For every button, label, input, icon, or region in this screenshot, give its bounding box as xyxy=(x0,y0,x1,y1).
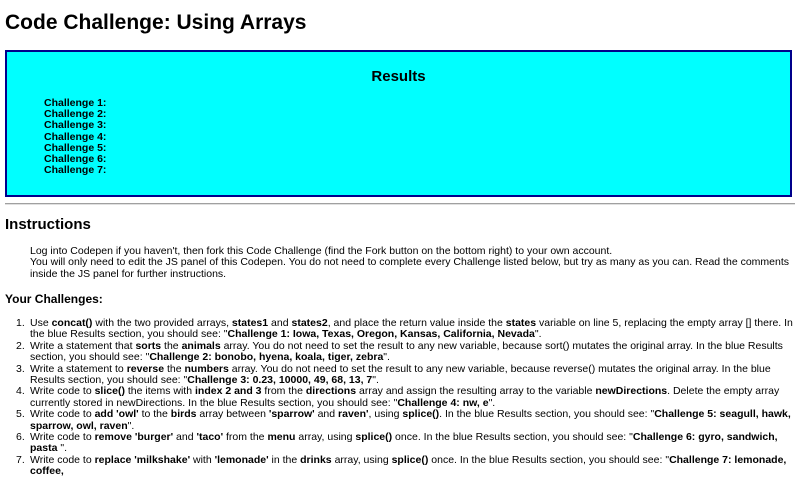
challenge-text: , and place the return value inside the xyxy=(327,317,506,329)
challenge-item-5 xyxy=(16,408,798,432)
challenge-item-7 xyxy=(16,453,798,478)
results-panel xyxy=(5,50,792,197)
challenge-item-2 xyxy=(16,339,798,364)
page-title: Code Challenge: Using Arrays xyxy=(5,11,307,34)
results-list xyxy=(44,98,106,176)
challenge-text: in the xyxy=(268,453,301,466)
challenge-text: array, using xyxy=(331,453,392,466)
challenge-item-6 xyxy=(16,431,798,455)
challenge-text: ". xyxy=(488,396,496,409)
challenge-text: ". xyxy=(57,442,67,455)
challenge-number: 6. xyxy=(16,431,25,444)
challenge-number: 4. xyxy=(16,385,25,398)
challenge-text: and xyxy=(268,317,292,329)
challenge-text: variable on line 5, replacing the empty array [] there. In the blue Results section, you should see: " xyxy=(30,317,793,341)
challenge-list xyxy=(16,317,798,478)
result-line-3: Challenge 3: xyxy=(44,119,107,132)
challenge-keyword: Challenge 2: bonobo, hyena, koala, tiger, zebra xyxy=(149,351,384,364)
challenge-text: from the xyxy=(261,385,306,398)
challenges-heading: Your Challenges: xyxy=(5,292,103,306)
challenge-keyword: splice() xyxy=(355,431,393,444)
challenge-keyword: Challenge 4: nw, e xyxy=(397,396,489,409)
challenge-keyword: numbers xyxy=(184,362,229,375)
challenge-item-3 xyxy=(16,362,798,387)
challenge-keyword: newDirections xyxy=(595,385,668,398)
challenge-keyword: 'sparrow' xyxy=(268,408,315,421)
challenge-text: once. In the blue Results section, you should see: " xyxy=(428,453,670,466)
challenge-text: once. In the blue Results section, you should see: " xyxy=(392,431,633,444)
challenge-keyword: remove 'burger' xyxy=(94,431,174,444)
challenge-text: array between xyxy=(196,408,269,421)
challenge-keyword: splice() xyxy=(391,453,429,466)
challenge-text: Write code to xyxy=(30,408,95,421)
challenge-text: ". xyxy=(383,351,390,364)
challenge-text: array, using xyxy=(295,431,356,444)
challenge-keyword: sorts xyxy=(135,339,162,352)
challenge-item-1 xyxy=(16,317,798,341)
challenge-text: and xyxy=(173,431,197,444)
challenge-item-4 xyxy=(16,385,798,409)
challenge-text: . In the blue Results section, you should see: " xyxy=(439,408,655,421)
section-divider xyxy=(5,203,795,205)
instructions-line-2: You will only need to edit the JS panel of this Codepen. You do not need to complete every Challenge listed below, but try as many as you can. Read the comments inside the JS panel for further instructions. xyxy=(30,256,790,280)
challenge-text: ". xyxy=(534,328,542,341)
challenge-number: 5. xyxy=(16,408,25,421)
challenge-text: Write code to xyxy=(30,385,95,398)
instructions-text xyxy=(30,246,790,280)
instructions-line-1: Log into Codepen if you haven't, then fork this Code Challenge (find the Fork button on the bottom right) to your own account. xyxy=(30,245,613,257)
challenge-keyword: states xyxy=(505,317,537,329)
challenge-number: 7. xyxy=(16,453,25,466)
challenge-text: the xyxy=(164,362,185,375)
challenge-text: the items with xyxy=(124,385,195,398)
result-line-1: Challenge 1: xyxy=(44,97,107,109)
challenge-keyword: birds xyxy=(170,408,197,421)
challenge-keyword: animals xyxy=(181,339,221,352)
challenge-keyword: Challenge 3: 0.23, 10000, 49, 68, 13, 7 xyxy=(187,374,373,387)
result-line-7: Challenge 7: xyxy=(44,164,107,177)
challenge-text: Write code to xyxy=(30,431,95,444)
challenge-text: with the two provided arrays, xyxy=(92,317,232,329)
challenge-text: the xyxy=(161,339,182,352)
challenge-text: array. You do not need to set the result to any new variable, because reverse() mutates the original array. In the blue Results section, you should see: " xyxy=(30,362,771,387)
result-line-5: Challenge 5: xyxy=(44,141,107,154)
challenge-keyword: drinks xyxy=(300,453,332,466)
challenge-keyword: raven' xyxy=(338,408,369,421)
results-heading: Results xyxy=(371,68,426,85)
challenge-text: and xyxy=(314,408,339,421)
challenge-text: Write a statement that xyxy=(30,339,136,352)
challenge-keyword: states2 xyxy=(291,317,328,329)
challenge-text: ". xyxy=(127,419,135,432)
challenge-text: from the xyxy=(223,431,268,444)
challenge-keyword: Challenge 5: seagull, hawk, sparrow, owl, raven xyxy=(30,408,791,432)
challenge-text: to the xyxy=(138,408,171,421)
challenge-keyword: concat() xyxy=(51,317,93,329)
instructions-heading: Instructions xyxy=(5,216,91,233)
challenge-keyword: replace 'milkshake' xyxy=(94,453,191,466)
challenge-keyword: Challenge 7: lemonade, coffee, xyxy=(30,453,787,478)
challenge-number: 2. xyxy=(16,339,25,352)
challenge-number: 1. xyxy=(16,317,25,329)
challenge-keyword: add 'owl' xyxy=(94,408,139,421)
challenge-text: . Delete the empty array currently stored in newDirections. In the blue Results section, you should see: " xyxy=(30,385,780,409)
challenge-keyword: splice() xyxy=(402,408,440,421)
challenge-text: array and assign the resulting array to the variable xyxy=(356,385,596,398)
result-line-2: Challenge 2: xyxy=(44,108,107,121)
challenge-text: Write a statement to xyxy=(30,362,127,375)
challenge-keyword: states1 xyxy=(231,317,269,329)
challenge-keyword: Challenge 6: gyro, sandwich, pasta xyxy=(30,431,778,455)
challenge-text: Write code to xyxy=(30,453,95,466)
challenge-keyword: index 2 and 3 xyxy=(194,385,262,398)
challenge-keyword: reverse xyxy=(126,362,165,375)
challenge-keyword: directions xyxy=(305,385,357,398)
challenge-text: Use xyxy=(30,317,52,329)
challenge-text: , using xyxy=(368,408,403,421)
challenge-text: with xyxy=(190,453,215,466)
challenge-keyword: menu xyxy=(267,431,296,444)
challenge-keyword: slice() xyxy=(94,385,125,398)
challenge-keyword: 'lemonade' xyxy=(214,453,269,466)
challenge-keyword: Challenge 1: Iowa, Texas, Oregon, Kansas, California, Nevada xyxy=(227,328,535,341)
challenge-text: array. You do not need to set the result to any new variable, because sort() mutates the original array. In the blue Results section, you should see: " xyxy=(30,339,783,364)
challenge-number: 3. xyxy=(16,362,25,375)
result-line-4: Challenge 4: xyxy=(44,130,107,143)
challenge-text: ". xyxy=(372,374,379,387)
result-line-6: Challenge 6: xyxy=(44,152,107,165)
challenge-keyword: 'taco' xyxy=(196,431,224,444)
